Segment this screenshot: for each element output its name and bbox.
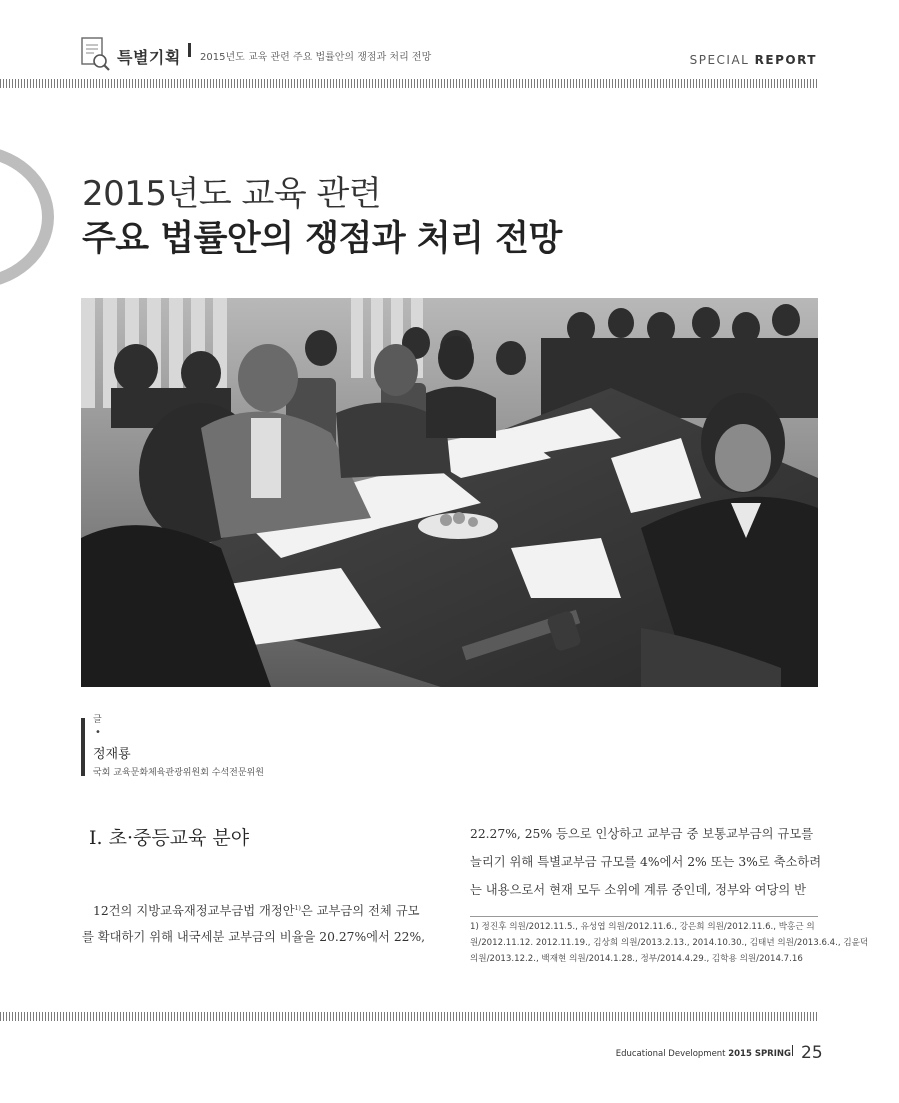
author-name: 정재룡 — [93, 747, 131, 762]
author-dot: • — [95, 727, 101, 738]
footer-journal-name: Educational Development — [615, 1049, 726, 1059]
footnote — [470, 919, 869, 967]
header-special-report — [690, 53, 817, 67]
body-left-text-1: 12건의 지방교육재정교부금법 개정안 — [93, 904, 295, 919]
body-left-line-2: 를 확대하기 위해 내국세분 교부금의 비율을 20.27%에서 22%, — [82, 930, 426, 944]
author-bar — [81, 718, 85, 776]
footer-divider — [792, 1045, 793, 1056]
author-affiliation: 국회 교육문화체육관광위원회 수석전문위원 — [93, 768, 264, 778]
title-line-2: 주요 법률안의 쟁점과 처리 전망 — [82, 219, 562, 259]
meeting-photo — [81, 298, 818, 687]
header-subtitle: 2015년도 교육 관련 주요 법률안의 쟁점과 처리 전망 — [200, 52, 432, 63]
header-stripe — [0, 79, 818, 88]
footer-journal — [616, 1049, 791, 1059]
body-right-line-1: 22.27%, 25% 등으로 인상하고 교부금 중 보통교부금의 규모를 — [470, 827, 814, 841]
header-special: SPECIAL — [689, 53, 750, 67]
header-section-label: 특별기획 — [117, 48, 181, 67]
body-left-text-1b: 은 교부금의 전체 규모 — [300, 904, 420, 919]
footnote-divider — [470, 916, 818, 917]
document-magnifier-icon — [80, 36, 110, 72]
body-right-line-3: 는 내용으로서 현재 모두 소위에 계류 중인데, 정부와 여당의 반 — [470, 883, 807, 897]
footnote-line-2: 원/2012.11.12. 2012.11.19., 김상희 의원/2013.2.13., 2014.10.30., 김태년 의원/2013.6.4., 김윤덕 — [470, 938, 869, 948]
author-label: 글 — [93, 715, 102, 725]
footnote-line-1: 1) 정진후 의원/2012.11.5., 유성엽 의원/2012.11.6., 강은희 의원/2012.11.6., 박홍근 의 — [470, 922, 815, 932]
decorative-ring — [0, 145, 54, 289]
footer-issue: 2015 SPRING — [728, 1049, 791, 1059]
footnote-ref: 1) — [294, 905, 301, 912]
body-left-line-1 — [82, 895, 427, 925]
footer-stripe — [0, 1012, 818, 1021]
body-right-line-2: 늘리기 위해 특별교부금 규모를 4%에서 2% 또는 3%로 축소하려 — [470, 855, 822, 869]
footnote-line-3: 의원/2013.12.2., 백재현 의원/2014.1.28., 정부/2014.4.29., 김학용 의원/2014.7.16 — [470, 954, 803, 964]
header-divider — [188, 43, 191, 57]
title-line-1: 2015년도 교육 관련 — [82, 174, 382, 214]
section-heading: Ⅰ. 초·중등교육 분야 — [89, 827, 250, 849]
page-number: 25 — [801, 1043, 823, 1063]
header-report: REPORT — [754, 53, 817, 67]
